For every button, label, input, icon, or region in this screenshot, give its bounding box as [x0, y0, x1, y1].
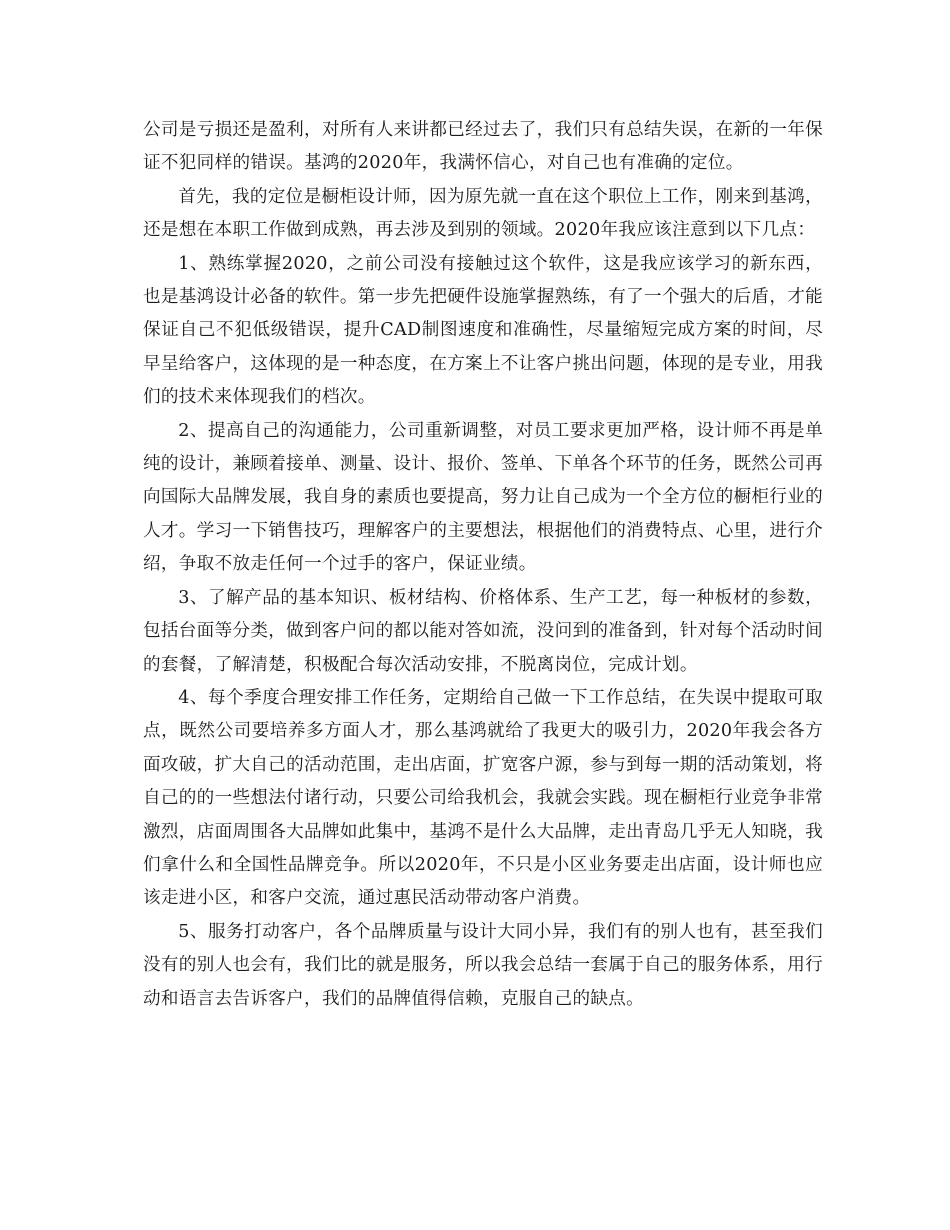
paragraph-point-1: 1、熟练掌握2020，之前公司没有接触过这个软件，这是我应该学习的新东西，也是基鸿设计必备的软件。第一步先把硬件设施掌握熟练，有了一个强大的后盾，才能保证自己不犯低级错误，提升CAD制图速度和准确性，尽量缩短完成方案的时间，尽早呈给客户，这体现的是一种态度，在方案上不让客户挑出问题，体现的是专业，用我们的技术来体现我们的档次。 — [143, 253, 823, 408]
paragraph-point-2: 2、提高自己的沟通能力，公司重新调整，对员工要求更加严格，设计师不再是单纯的设计，兼顾着接单、测量、设计、报价、签单、下单各个环节的任务，既然公司再向国际大品牌发展，我自身的素质也要提高，努力让自己成为一个全方位的橱柜行业的人才。学习一下销售技巧，理解客户的主要想法，根据他们的消费特点、心里，进行介绍，争取不放走任何一个过手的客户，保证业绩。 — [143, 420, 823, 575]
paragraph-intro: 公司是亏损还是盈利，对所有人来讲都已经过去了，我们只有总结失误，在新的一年保证不犯同样的错误。基鸿的2020年，我满怀信心，对自己也有准确的定位。 — [143, 120, 823, 174]
paragraph-point-3: 3、了解产品的基本知识、板材结构、价格体系、生产工艺，每一种板材的参数，包括台面等分类，做到客户问的都以能对答如流，没问到的准备到，针对每个活动时间的套餐，了解清楚，积极配合每次活动安排，不脱离岗位，完成计划。 — [143, 587, 823, 675]
paragraph-point-4: 4、每个季度合理安排工作任务，定期给自己做一下工作总结，在失误中提取可取点，既然公司要培养多方面人才，那么基鸿就给了我更大的吸引力，2020年我会各方面攻破，扩大自己的活动范围，走出店面，扩宽客户源，参与到每一期的活动策划，将自己的的一些想法付诸行动，只要公司给我机会，我就会实践。现在橱柜行业竞争非常激烈，店面周围各大品牌如此集中，基鸿不是什么大品牌，走出青岛几乎无人知晓，我们拿什么和全国性品牌竞争。所以2020年，不只是小区业务要走出店面，设计师也应该走进小区，和客户交流，通过惠民活动带动客户消费。 — [143, 687, 823, 909]
paragraph-point-5: 5、服务打动客户，各个品牌质量与设计大同小异，我们有的别人也有，甚至我们没有的别人也会有，我们比的就是服务，所以我会总结一套属于自己的服务体系，用行动和语言去告诉客户，我们的品牌值得信赖，克服自己的缺点。 — [143, 921, 823, 1009]
paragraph-positioning: 首先，我的定位是橱柜设计师，因为原先就一直在这个职位上工作，刚来到基鸿，还是想在本职工作做到成熟，再去涉及到别的领域。2020年我应该注意到以下几点： — [143, 186, 823, 241]
document-body — [143, 114, 823, 1016]
